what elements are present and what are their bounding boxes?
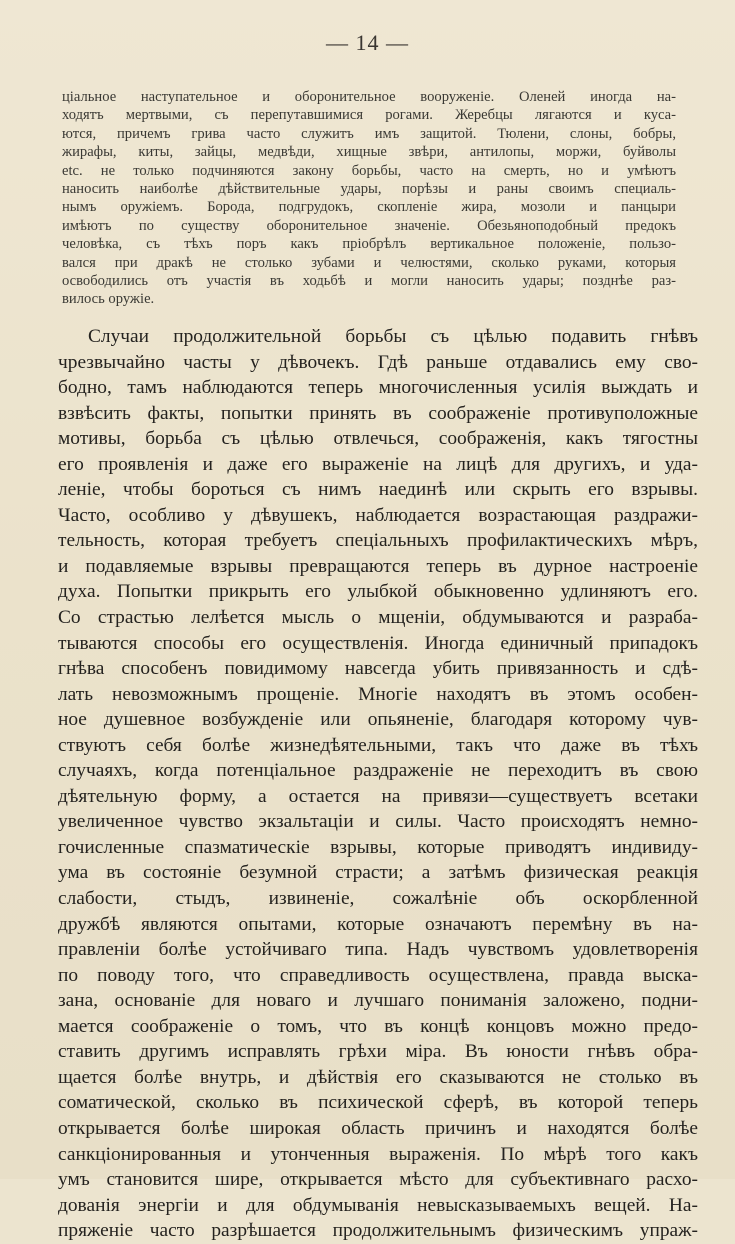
text-line: дружбѣ являются опытами, которые означаютъ перемѣну въ на- [58, 913, 698, 935]
text-line: гнѣва способенъ повидимому навсегда убить привязанность и сдѣ- [58, 658, 698, 680]
text-line: тываются способы его осуществленія. Иногда единичный припадокъ [58, 632, 698, 654]
text-line: имѣютъ по существу оборонительное значеніе. Обезьяноподобный предокъ [62, 217, 676, 234]
text-line: чрезвычайно часты у дѣвочекъ. Гдѣ раньше отдавались ему сво- [58, 351, 698, 373]
text-line: Случаи продолжительной борьбы съ цѣлью подавить гнѣвъ [88, 326, 698, 347]
text-line: ставить другимъ исправлять грѣхи міра. Въ юности гнѣвъ обра- [58, 1041, 698, 1063]
text-line: гочисленные спазматическіе взрывы, которые приводятъ индивиду- [58, 836, 698, 858]
text-line: дѣятельную форму, а остается на привязи—существуетъ всетаки [58, 785, 698, 807]
text-line: дованія энергіи и для обдумыванія невысказываемыхъ вещей. На- [58, 1194, 698, 1216]
text-line: умъ становится шире, открывается мѣсто для субъективнаго расхо- [58, 1169, 698, 1191]
text-line: леніе, чтобы бороться съ нимъ наединѣ или скрыть его взрывы. [58, 479, 698, 501]
text-line: вался при дракѣ не столько зубами и челюстями, сколько руками, которыя [62, 254, 676, 271]
text-line: правленіи болѣе устойчиваго типа. Надъ чувствомъ удовлетворенія [58, 939, 698, 961]
text-line: соматической, сколько въ психической сферѣ, въ которой теперь [58, 1092, 698, 1114]
text-line: тельность, которая требуетъ спеціальныхъ профилактическихъ мѣръ, [58, 530, 698, 552]
text-line: жирафы, киты, зайцы, медвѣди, хищные звѣри, антилопы, моржи, буйволы [62, 144, 676, 161]
text-line: по поводу того, что справедливость осуществлена, правда выска- [58, 964, 698, 986]
text-line: ное душевное возбужденіе или опьяненіе, благодаря которому чув- [58, 709, 698, 731]
text-line: Часто, особливо у дѣвушекъ, наблюдается возрастающая раздражи- [58, 504, 698, 526]
text-line: открывается болѣе широкая область причинъ и находятся болѣе [58, 1117, 698, 1139]
text-line: мотивы, борьба съ цѣлью отвлечься, соображенія, какъ тягостны [58, 428, 698, 450]
text-line: его проявленія и даже его выраженіе на лицѣ для другихъ, и уда- [58, 453, 698, 475]
text-line: освободились отъ участія въ ходьбѣ и могли наносить удары; позднѣе раз- [62, 273, 676, 290]
text-line: пряженіе часто разрѣшается продолжительнымъ физическимъ упраж- [58, 1220, 698, 1242]
text-line: зана, основаніе для новаго и лучшаго пониманія заложено, подни- [58, 990, 698, 1012]
text-line: бодно, тамъ наблюдаются теперь многочисленныя усилія выждать и [58, 377, 698, 399]
text-line: наносить наиболѣе дѣйствительные удары, порѣзы и раны своимъ специаль- [62, 181, 676, 198]
text-line: человѣка, съ тѣхъ поръ какъ пріобрѣлъ вертикальное положеніе, пользо- [62, 236, 676, 253]
text-line: лать невозможнымъ прощеніе. Многіе находятъ въ этомъ особен- [58, 683, 698, 705]
text-line: санкціонированныя и утонченныя выраженія. По мѣрѣ того какъ [58, 1143, 698, 1165]
text-line: щается болѣе внутрь, и дѣйствія его сказываются не столько въ [58, 1066, 698, 1088]
text-line: и подавляемые взрывы превращаются теперь въ дурное настроеніе [58, 555, 698, 577]
text-line: ствуютъ себя болѣе жизнедѣятельными, такъ что даже въ тѣхъ [58, 734, 698, 756]
text-line: слабости, стыдъ, извиненіе, сожалѣніе объ оскорбленной [58, 888, 698, 910]
text-line: вилось оружіе. [62, 291, 155, 308]
text-line: ются, причемъ грива часто служитъ имъ защитой. Тюлени, слоны, бобры, [62, 125, 676, 142]
text-line: ума въ состояніе безумной страсти; а затѣмъ физическая реакція [58, 862, 698, 884]
text-line: ходятъ мертвыми, съ перепутавшимися рогами. Жеребцы лягаются и куса- [62, 107, 676, 124]
text-line: Со страстью лелѣется мысль о мщеніи, обдумываются и разраба- [58, 607, 698, 629]
footnote-paragraph [62, 88, 676, 309]
main-paragraph [58, 324, 698, 1244]
text-line: мается соображеніе о томъ, что въ концѣ концовъ можно предо- [58, 1015, 698, 1037]
text-line: увеличенное чувство экзальтаціи и силы. Часто происходятъ немно- [58, 811, 698, 833]
text-line: взвѣсить факты, попытки принять въ соображеніе противуположные [58, 402, 698, 424]
text-line: ціальное наступательное и оборонительное вооруженіе. Оленей иногда на- [62, 89, 676, 105]
text-line: etc. не только подчиняются закону борьбы, часто на смерть, но и умѣютъ [62, 162, 676, 179]
text-line: случаяхъ, когда потенціальное раздраженіе не переходитъ въ свою [58, 760, 698, 782]
text-line: духа. Попытки прикрыть его улыбкой обыкновенно удлиняютъ его. [58, 581, 698, 603]
text-line: нымъ оружіемъ. Борода, подгрудокъ, скопленіе жира, мозоли и панцыри [62, 199, 676, 216]
page-number: — 14 — [326, 30, 409, 55]
